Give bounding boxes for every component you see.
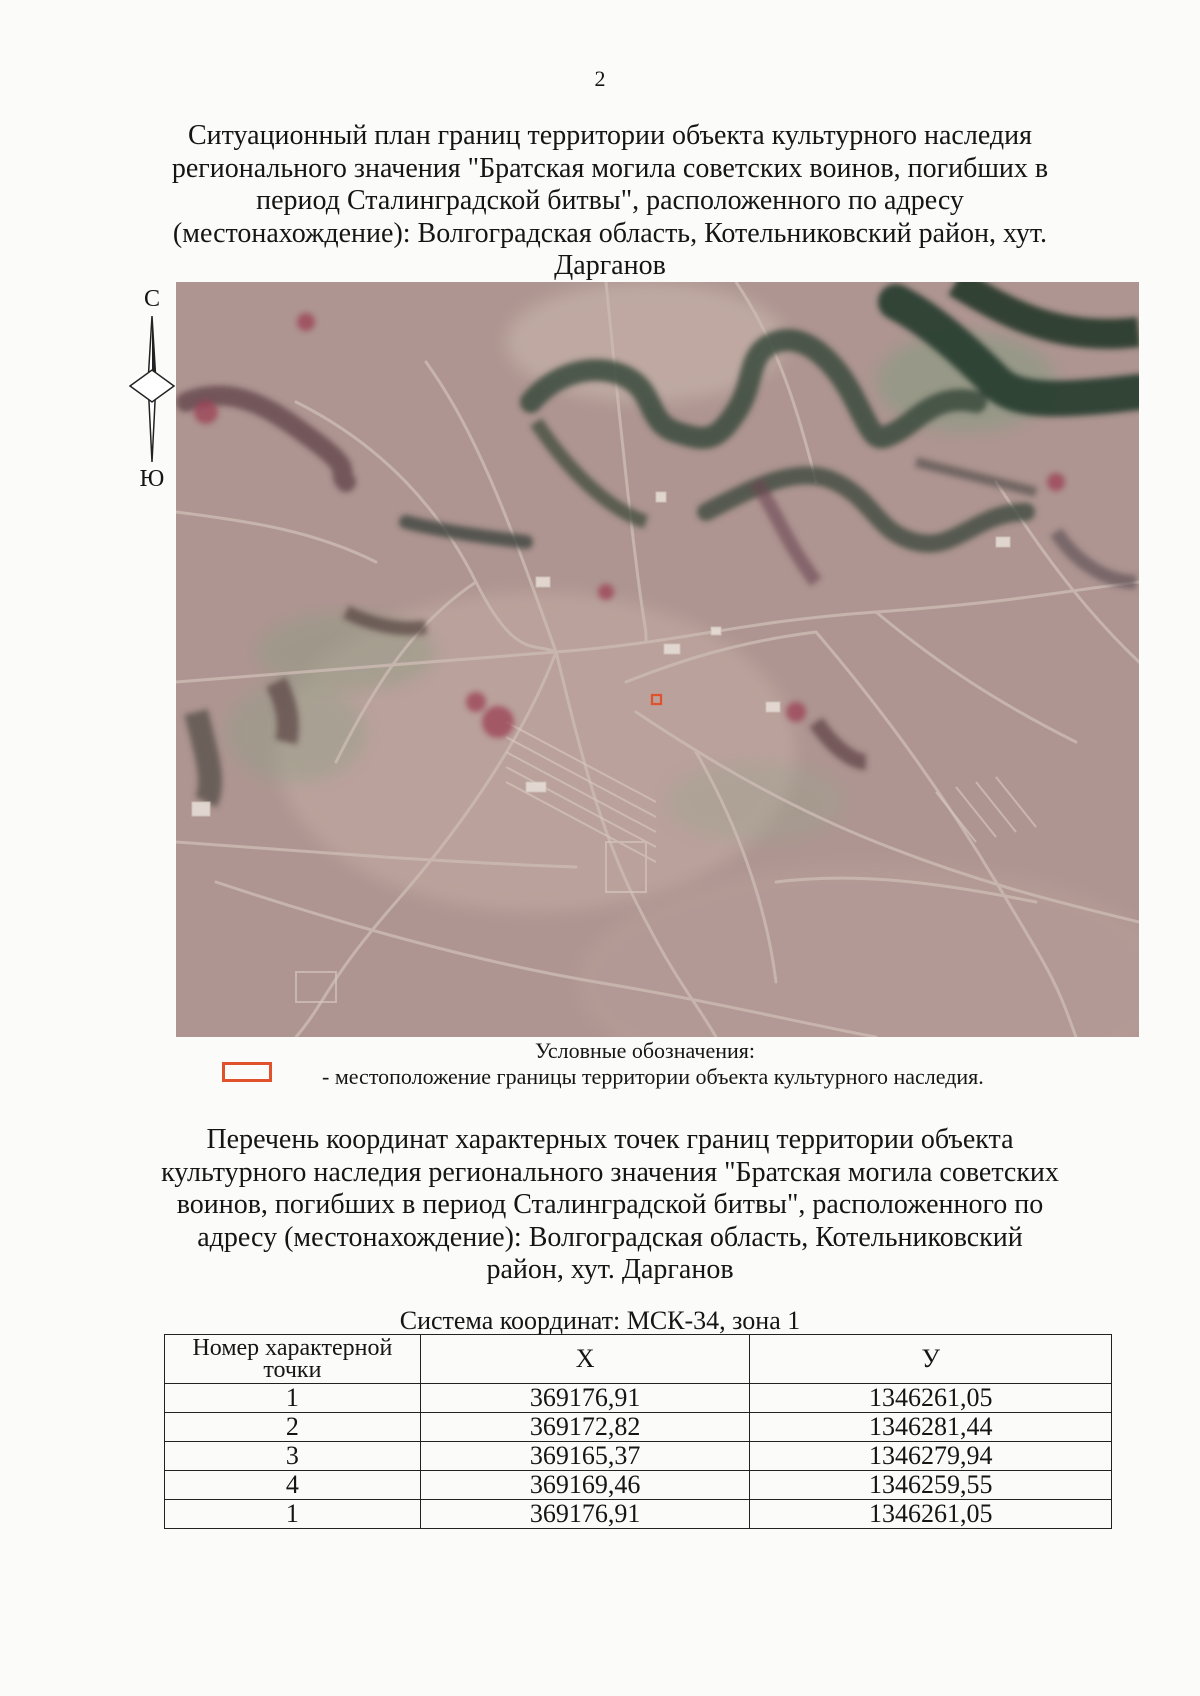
coordinate-system: Система координат: МСК-34, зона 1 xyxy=(399,1306,801,1335)
header-point-number: Номер характерной точки xyxy=(165,1335,421,1384)
north-arrow xyxy=(126,286,178,492)
compass-arrow-icon xyxy=(126,286,178,486)
point-number: 1 xyxy=(165,1384,421,1413)
point-number: 2 xyxy=(165,1413,421,1442)
table-row xyxy=(165,1500,1112,1529)
point-x: 369169,46 xyxy=(420,1471,750,1500)
point-y: 1346261,05 xyxy=(750,1384,1112,1413)
header-y: У xyxy=(750,1335,1112,1384)
north-label: С xyxy=(143,286,160,312)
coordinates-list-title: Перечень координат характерных точек границ территории объекта культурного наследия регионального значения "Братская могила советских воинов, погибших в период Сталинградской битвы", расположенного по адресу (местонахождение): Волгоградская область, Котельниковский район, хут. Дарганов xyxy=(161,1124,1059,1285)
point-x: 369176,91 xyxy=(420,1384,750,1413)
point-number: 3 xyxy=(165,1442,421,1471)
point-x: 369165,37 xyxy=(420,1442,750,1471)
satellite-map xyxy=(176,282,1139,1037)
point-y: 1346281,44 xyxy=(750,1413,1112,1442)
page-number: 2 xyxy=(594,66,606,91)
boundary-legend-swatch xyxy=(222,1062,272,1082)
plan-title: Ситуационный план границ территории объекта культурного наследия регионального значения "Братская могила советских воинов, погибших в период Сталинградской битвы", расположенного по адресу (местонахождение): Волгоградская область, Котельниковский район, хут. Дарганов xyxy=(171,120,1049,281)
point-number: 4 xyxy=(165,1471,421,1500)
point-x: 369176,91 xyxy=(420,1500,750,1529)
point-x: 369172,82 xyxy=(420,1413,750,1442)
table-header-row xyxy=(165,1335,1112,1384)
table-row xyxy=(165,1442,1112,1471)
legend-item-boundary: - местоположение границы территории объекта культурного наследия. xyxy=(322,1064,984,1089)
legend-title: Условные обозначения: xyxy=(534,1038,756,1063)
south-label: Ю xyxy=(139,466,165,492)
header-x: X xyxy=(420,1335,750,1384)
point-y: 1346279,94 xyxy=(750,1442,1112,1471)
point-number: 1 xyxy=(165,1500,421,1529)
table-row xyxy=(165,1471,1112,1500)
table-row xyxy=(165,1413,1112,1442)
point-y: 1346259,55 xyxy=(750,1471,1112,1500)
point-y: 1346261,05 xyxy=(750,1500,1112,1529)
coordinates-table xyxy=(164,1334,1112,1529)
table-row xyxy=(165,1384,1112,1413)
satellite-image xyxy=(176,282,1139,1037)
